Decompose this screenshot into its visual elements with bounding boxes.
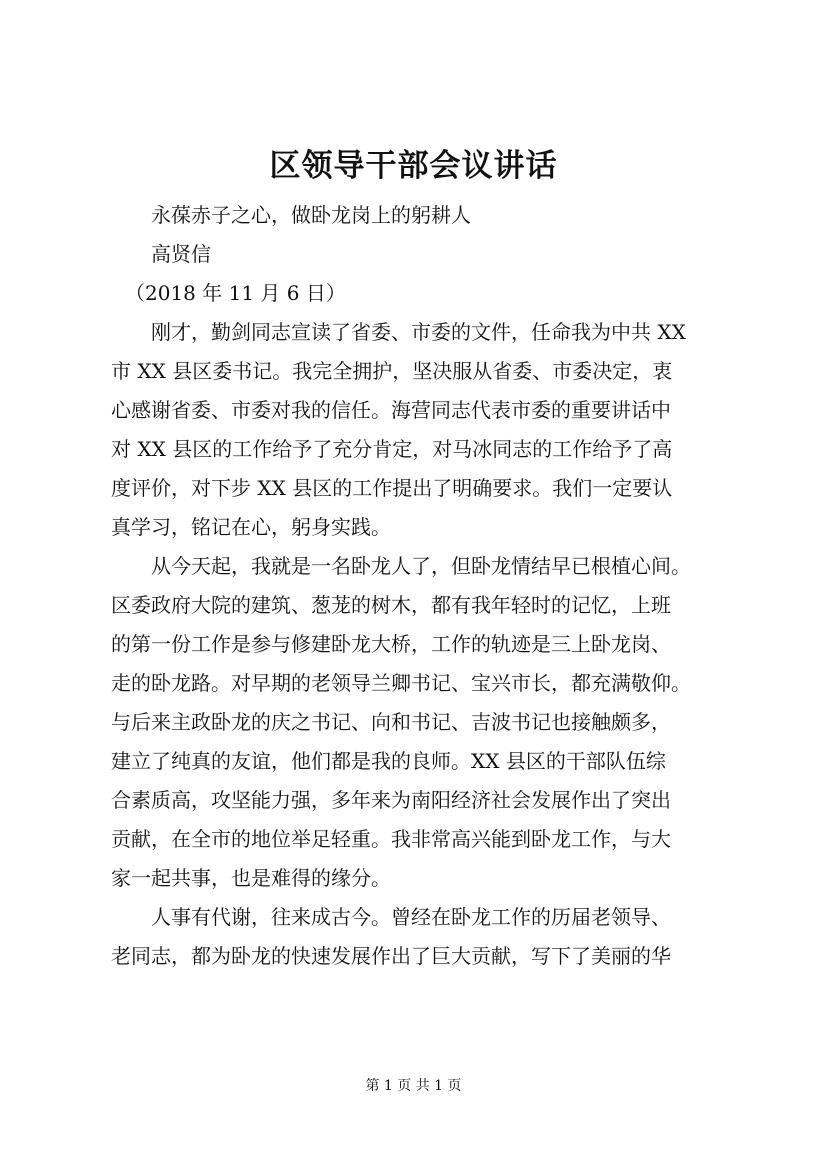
- paragraph-line: 刚才，勤剑同志宣读了省委、市委的文件，任命我为中共 XX: [151, 320, 686, 344]
- document-title: 区领导干部会议讲话: [269, 148, 558, 184]
- paragraph-line: 市 XX 县区委书记。我完全拥护，坚决服从省委、市委决定，衷: [111, 359, 673, 383]
- paragraph-line: 对 XX 县区的工作给予了充分肯定，对马冰同志的工作给予了高: [111, 437, 673, 461]
- paragraph-line: 与后来主政卧龙的庆之书记、向和书记、吉波书记也接触颇多，: [111, 710, 671, 734]
- paragraph-line: 贡献，在全市的地位举足轻重。我非常高兴能到卧龙工作，与大: [111, 827, 671, 851]
- page-footer: 第 1 页 共 1 页: [365, 1078, 462, 1094]
- paragraph-line: 合素质高，攻坚能力强，多年来为南阳经济社会发展作出了突出: [111, 788, 671, 812]
- paragraph-line: 老同志，都为卧龙的快速发展作出了巨大贡献，写下了美丽的华: [111, 944, 671, 968]
- paragraph-line: 区委政府大院的建筑、葱茏的树木，都有我年轻时的记忆，上班: [111, 593, 671, 617]
- paragraph-line: 心感谢省委、市委对我的信任。海营同志代表市委的重要讲话中: [111, 398, 671, 422]
- paragraph-line: 家一起共事，也是难得的缘分。: [111, 866, 391, 890]
- date: （2018 年 11 月 6 日）: [125, 281, 346, 305]
- paragraph-line: 从今天起，我就是一名卧龙人了，但卧龙情结早已根植心间。: [151, 554, 691, 578]
- paragraph-line: 建立了纯真的友谊，他们都是我的良师。XX 县区的干部队伍综: [111, 749, 666, 773]
- document-body: [111, 196, 741, 976]
- subtitle: 永葆赤子之心，做卧龙岗上的躬耕人: [151, 203, 471, 227]
- paragraph-line: 度评价，对下步 XX 县区的工作提出了明确要求。我们一定要认: [111, 476, 673, 500]
- paragraph-2: [111, 547, 741, 898]
- author: 高贤信: [151, 242, 211, 266]
- paragraph-line: 人事有代谢，往来成古今。曾经在卧龙工作的历届老领导、: [151, 905, 671, 929]
- paragraph-line: 的第一份工作是参与修建卧龙大桥，工作的轨迹是三上卧龙岗、: [111, 632, 671, 656]
- paragraph-3: [111, 898, 741, 976]
- paragraph-line: 真学习，铭记在心，躬身实践。: [111, 515, 391, 539]
- paragraph-1: [111, 313, 741, 547]
- paragraph-line: 走的卧龙路。对早期的老领导兰卿书记、宝兴市长，都充满敬仰。: [111, 671, 691, 695]
